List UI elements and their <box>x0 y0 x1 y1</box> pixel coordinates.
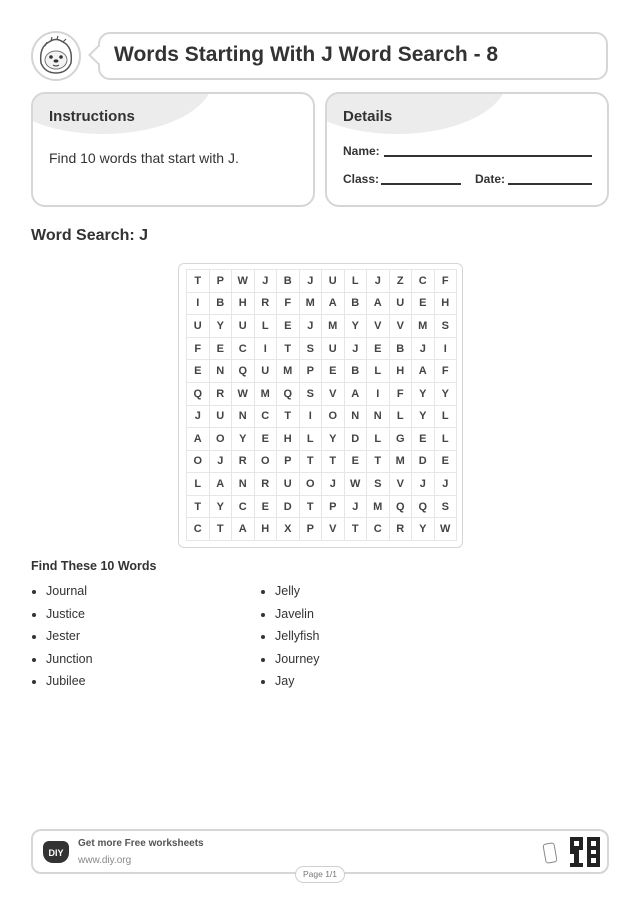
grid-cell: I <box>435 338 458 361</box>
grid-cell: S <box>300 383 323 406</box>
instructions-heading: Instructions <box>49 108 135 125</box>
grid-cell: P <box>300 518 323 541</box>
grid-cell: L <box>390 406 413 429</box>
grid-cell: I <box>255 338 278 361</box>
instructions-card <box>31 92 315 207</box>
grid-cell: B <box>210 293 233 316</box>
grid-cell: B <box>345 293 368 316</box>
grid-cell: X <box>277 518 300 541</box>
grid-cell: P <box>277 451 300 474</box>
grid-cell: G <box>390 428 413 451</box>
grid-cell: J <box>210 451 233 474</box>
grid-cell: U <box>210 406 233 429</box>
phone-icon <box>542 842 557 864</box>
grid-cell: S <box>435 496 458 519</box>
date-label: Date: <box>475 172 506 186</box>
grid-cell: H <box>232 293 255 316</box>
grid-cell: P <box>322 496 345 519</box>
grid-cell: P <box>210 270 233 293</box>
word-item: • Javelin <box>275 603 319 626</box>
grid-cell: J <box>367 270 390 293</box>
grid-cell: V <box>390 473 413 496</box>
details-heading: Details <box>343 108 393 125</box>
grid-cell: N <box>232 473 255 496</box>
grid-cell: F <box>390 383 413 406</box>
grid-cell: P <box>300 360 323 383</box>
grid-cell: T <box>367 451 390 474</box>
grid-cell: J <box>300 315 323 338</box>
grid-cell: D <box>277 496 300 519</box>
grid-cell: F <box>435 270 458 293</box>
grid-cell: A <box>345 383 368 406</box>
grid-cell: C <box>255 406 278 429</box>
grid-cell: H <box>390 360 413 383</box>
grid-cell: A <box>232 518 255 541</box>
name-field[interactable] <box>384 155 592 157</box>
word-list-left <box>31 580 93 693</box>
grid-cell: Y <box>412 518 435 541</box>
grid-cell: I <box>187 293 210 316</box>
word-list-title: Find These 10 Words <box>31 559 157 573</box>
word-item: • Junction <box>46 648 93 671</box>
grid-cell: Y <box>435 383 458 406</box>
word-list-right <box>260 580 319 693</box>
grid-cell: C <box>187 518 210 541</box>
grid-cell: Z <box>390 270 413 293</box>
grid-cell: J <box>187 406 210 429</box>
grid-cell: Y <box>412 383 435 406</box>
grid-cell: Q <box>187 383 210 406</box>
grid-cell: T <box>187 270 210 293</box>
grid-cell: T <box>277 338 300 361</box>
grid-cell: J <box>412 338 435 361</box>
qr-code-icon <box>570 837 600 867</box>
grid-cell: Y <box>210 496 233 519</box>
grid-cell: T <box>277 406 300 429</box>
grid-cell: U <box>322 270 345 293</box>
grid-cell: N <box>232 406 255 429</box>
grid-cell: Y <box>210 315 233 338</box>
grid-cell: T <box>187 496 210 519</box>
grid-cell: L <box>435 428 458 451</box>
grid-cell: L <box>300 428 323 451</box>
grid-cell: Q <box>412 496 435 519</box>
grid-cell: Q <box>232 360 255 383</box>
grid-cell: A <box>412 360 435 383</box>
grid-cell: Q <box>390 496 413 519</box>
word-item: • Jelly <box>275 580 319 603</box>
grid-cell: L <box>255 315 278 338</box>
grid-cell: M <box>412 315 435 338</box>
page-title: Words Starting With J Word Search - 8 <box>114 43 499 66</box>
grid-cell: E <box>367 338 390 361</box>
details-card <box>325 92 609 207</box>
grid-cell: Y <box>232 428 255 451</box>
grid-cell: L <box>367 360 390 383</box>
grid-cell: W <box>435 518 458 541</box>
grid-cell: T <box>300 451 323 474</box>
footer-url[interactable]: www.diy.org <box>78 855 132 866</box>
grid-cell: C <box>232 496 255 519</box>
class-field[interactable] <box>381 183 461 185</box>
grid-cell: L <box>345 270 368 293</box>
grid-cell: R <box>232 451 255 474</box>
grid-cell: B <box>277 270 300 293</box>
grid-cell: L <box>187 473 210 496</box>
grid-cell: S <box>367 473 390 496</box>
grid-cell: O <box>255 451 278 474</box>
grid-cell: I <box>300 406 323 429</box>
grid-cell: H <box>277 428 300 451</box>
grid-cell: Y <box>345 315 368 338</box>
grid-cell: V <box>322 383 345 406</box>
grid-cell: M <box>367 496 390 519</box>
grid-cell: N <box>345 406 368 429</box>
grid-cell: W <box>232 383 255 406</box>
grid-cell: J <box>255 270 278 293</box>
grid-cell: U <box>322 338 345 361</box>
grid-cell: M <box>300 293 323 316</box>
grid-cell: D <box>345 428 368 451</box>
grid-cell: L <box>367 428 390 451</box>
instructions-text: Find 10 words that start with J. <box>49 150 239 166</box>
grid-cell: R <box>255 293 278 316</box>
footer-title: Get more Free worksheets <box>78 838 204 849</box>
grid-cell: E <box>187 360 210 383</box>
grid-cell: J <box>300 270 323 293</box>
name-label: Name: <box>343 144 380 158</box>
word-item: • Justice <box>46 603 93 626</box>
grid-cell: F <box>187 338 210 361</box>
page-number: Page 1/1 <box>295 866 345 883</box>
grid-cell: E <box>435 451 458 474</box>
grid-cell: E <box>322 360 345 383</box>
grid-cell: V <box>390 315 413 338</box>
grid-cell: Q <box>277 383 300 406</box>
grid-cell: L <box>435 406 458 429</box>
mascot-icon <box>31 31 81 81</box>
word-item: • Jubilee <box>46 670 93 693</box>
grid-cell: V <box>322 518 345 541</box>
grid-cell: J <box>345 496 368 519</box>
grid-cell: J <box>322 473 345 496</box>
grid-cell: A <box>367 293 390 316</box>
date-field[interactable] <box>508 183 592 185</box>
grid-cell: F <box>435 360 458 383</box>
grid-cell: C <box>232 338 255 361</box>
grid-cell: E <box>412 428 435 451</box>
grid-cell: E <box>345 451 368 474</box>
grid-cell: S <box>435 315 458 338</box>
title-box <box>98 32 608 80</box>
grid-cell: U <box>187 315 210 338</box>
grid-cell: R <box>210 383 233 406</box>
word-search-frame <box>178 263 463 548</box>
grid-cell: W <box>232 270 255 293</box>
puzzle-title: Word Search: J <box>31 227 149 244</box>
grid-cell: U <box>255 360 278 383</box>
grid-cell: F <box>277 293 300 316</box>
grid-cell: J <box>345 338 368 361</box>
grid-cell: A <box>322 293 345 316</box>
grid-cell: U <box>390 293 413 316</box>
grid-cell: T <box>210 518 233 541</box>
grid-cell: M <box>390 451 413 474</box>
grid-cell: I <box>367 383 390 406</box>
diy-logo-icon[interactable]: DIY <box>43 841 69 863</box>
grid-cell: N <box>210 360 233 383</box>
word-item: • Jester <box>46 625 93 648</box>
word-item: • Journey <box>275 648 319 671</box>
grid-cell: H <box>255 518 278 541</box>
grid-cell: R <box>255 473 278 496</box>
grid-cell: E <box>255 496 278 519</box>
grid-cell: D <box>412 451 435 474</box>
grid-cell: W <box>345 473 368 496</box>
word-item: • Jellyfish <box>275 625 319 648</box>
grid-cell: O <box>210 428 233 451</box>
grid-cell: C <box>367 518 390 541</box>
grid-cell: Y <box>412 406 435 429</box>
grid-cell: O <box>187 451 210 474</box>
grid-cell: A <box>210 473 233 496</box>
grid-cell: T <box>322 451 345 474</box>
grid-cell: S <box>300 338 323 361</box>
grid-cell: T <box>300 496 323 519</box>
grid-cell: O <box>300 473 323 496</box>
grid-cell: B <box>345 360 368 383</box>
class-label: Class: <box>343 172 380 186</box>
grid-cell: O <box>322 406 345 429</box>
grid-cell: J <box>412 473 435 496</box>
grid-cell: R <box>390 518 413 541</box>
grid-cell: E <box>412 293 435 316</box>
grid-cell: E <box>255 428 278 451</box>
grid-cell: A <box>187 428 210 451</box>
grid-cell: B <box>390 338 413 361</box>
grid-cell: U <box>277 473 300 496</box>
word-search-grid <box>186 269 457 541</box>
grid-cell: U <box>232 315 255 338</box>
grid-cell: N <box>367 406 390 429</box>
grid-cell: E <box>277 315 300 338</box>
grid-cell: M <box>277 360 300 383</box>
grid-cell: H <box>435 293 458 316</box>
grid-cell: V <box>367 315 390 338</box>
word-item: • Journal <box>46 580 93 603</box>
grid-cell: E <box>210 338 233 361</box>
grid-cell: Y <box>322 428 345 451</box>
grid-cell: C <box>412 270 435 293</box>
grid-cell: T <box>345 518 368 541</box>
grid-cell: M <box>322 315 345 338</box>
grid-cell: J <box>435 473 458 496</box>
grid-cell: M <box>255 383 278 406</box>
qr-module <box>596 863 600 867</box>
word-item: • Jay <box>275 670 319 693</box>
